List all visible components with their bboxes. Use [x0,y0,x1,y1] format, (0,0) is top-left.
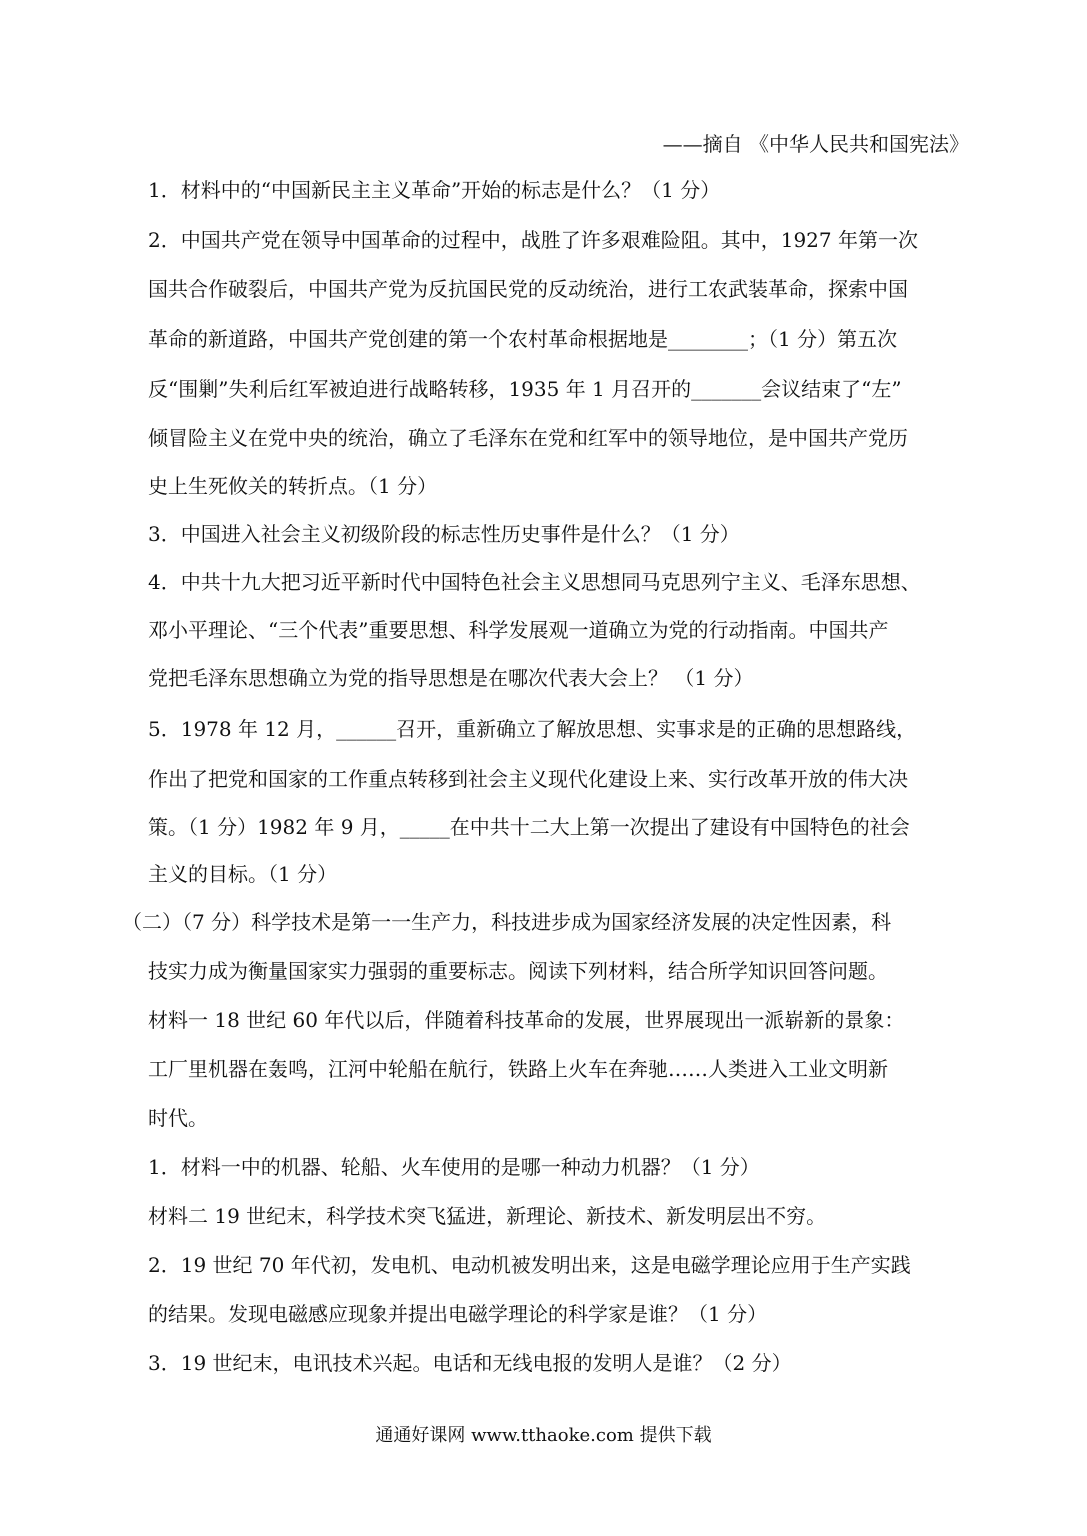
section-intro: 技实力成为衡量国家实力强弱的重要标志。阅读下列材料，结合所学知识回答问题。 [148,959,888,983]
question-line: 反“围剿”失利后红军被迫进行战略转移，1935 年 1 月召开的_______会议结束了“左” [148,377,902,401]
question-line: 革命的新道路，中国共产党创建的第一个农村革命根据地是________；（1 分）第五次 [148,327,898,351]
question-line: 2．中国共产党在领导中国革命的过程中，战胜了许多艰难险阻。其中，1927 年第一次 [148,228,918,252]
question-line: 主义的目标。（1 分） [148,862,338,886]
material-text: 材料二 19 世纪末，科学技术突飞猛进，新理论、新技术、新发明层出不穷。 [148,1204,827,1228]
question-line: 3．中国进入社会主义初级阶段的标志性历史事件是什么？（1 分） [148,522,740,546]
question-line: 倾冒险主义在党中央的统治，确立了毛泽东在党和红军中的领导地位，是中国共产党历 [148,426,908,450]
question-line: 策。（1 分）1982 年 9 月，_____在中共十二大上第一次提出了建设有中国特色的社会 [148,815,910,839]
question-line: 1．材料一中的机器、轮船、火车使用的是哪一种动力机器？（1 分） [148,1155,760,1179]
question-line: 国共合作破裂后，中国共产党为反抗国民党的反动统治，进行工农武装革命，探索中国 [148,277,908,301]
source-citation: ——摘自 《中华人民共和国宪法》 [662,132,969,156]
question-line: 3．19 世纪末，电讯技术兴起。电话和无线电报的发明人是谁？（2 分） [148,1351,792,1375]
material-text: 材料一 18 世纪 60 年代以后，伴随着科技革命的发展，世界展现出一派崭新的景象： [148,1008,905,1032]
section-heading: （二）（7 分）科学技术是第一一生产力，科技进步成为国家经济发展的决定性因素，科 [122,910,892,934]
question-line: 5．1978 年 12 月，______召开，重新确立了解放思想、实事求是的正确的思想路线， [148,717,917,741]
question-line: 1．材料中的“中国新民主主义革命”开始的标志是什么？（1 分） [148,178,721,202]
material-text: 时代。 [148,1106,208,1130]
question-line: 的结果。发现电磁感应现象并提出电磁学理论的科学家是谁？（1 分） [148,1302,768,1326]
question-line: 2．19 世纪 70 年代初，发电机、电动机被发明出来，这是电磁学理论应用于生产实践 [148,1253,911,1277]
question-line: 党把毛泽东思想确立为党的指导思想是在哪次代表大会上？ （1 分） [148,666,754,690]
question-line: 4．中共十九大把习近平新时代中国特色社会主义思想同马克思列宁主义、毛泽东思想、 [148,570,921,594]
material-text: 工厂里机器在轰鸣，江河中轮船在航行，铁路上火车在奔驰……人类进入工业文明新 [148,1057,888,1081]
question-line: 史上生死攸关的转折点。（1 分） [148,474,438,498]
question-line: 邓小平理论、“三个代表”重要思想、科学发展观一道确立为党的行动指南。中国共产 [148,618,889,642]
question-line: 作出了把党和国家的工作重点转移到社会主义现代化建设上来、实行改革开放的伟大决 [148,767,908,791]
page-footer: 通通好课网 www.tthaoke.com 提供下载 [375,1425,712,1446]
